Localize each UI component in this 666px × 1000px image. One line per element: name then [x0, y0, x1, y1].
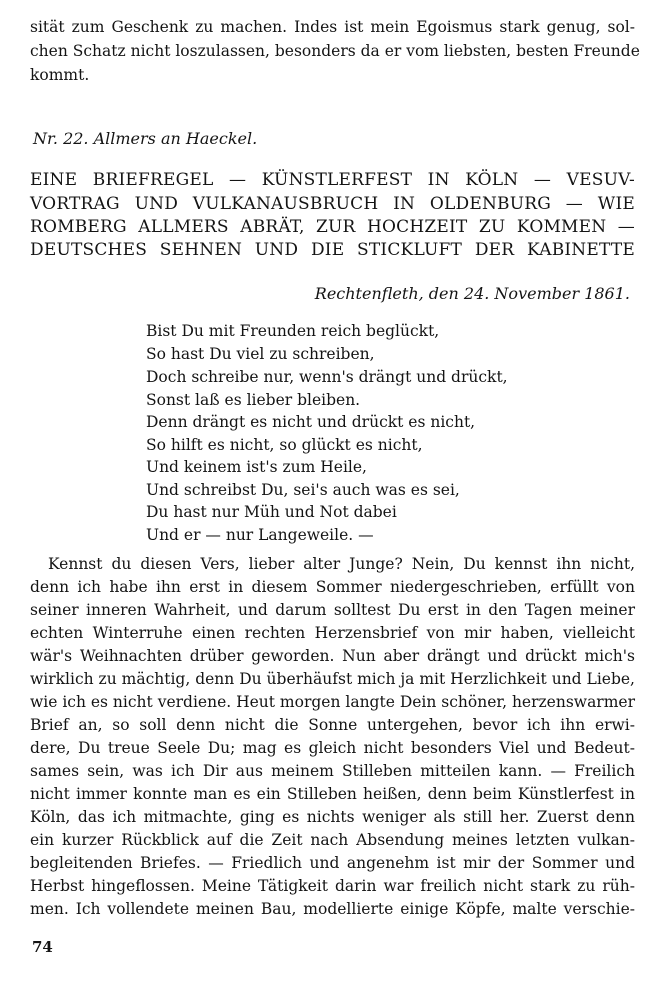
body-line-3: seiner inneren Wahrheit, und darum solltest Du erst in den Tagen meiner: [30, 601, 635, 619]
verse-line-4: Sonst laß es lieber bleiben.: [146, 391, 361, 409]
verse-line-9: Du hast nur Müh und Not dabei: [146, 503, 397, 521]
body-line-15: Herbst hingeflossen. Meine Tätigkeit darin war freilich nicht stark zu rüh-: [30, 877, 635, 895]
verse-line-8: Und schreibst Du, sei's auch was es sei,: [146, 481, 460, 499]
verse-line-3: Doch schreibe nur, wenn's drängt und drückt,: [146, 368, 508, 386]
body-line-6: wirklich zu mächtig, denn Du überhäufst mich ja mit Herzlichkeit und Liebe,: [30, 670, 635, 688]
letter-title: Nr. 22. Allmers an Haeckel.: [33, 129, 258, 148]
body-line-5: wär's Weihnachten drüber geworden. Nun aber drängt und drückt mich's: [30, 647, 635, 665]
intro-line-3: kommt.: [30, 66, 90, 84]
body-line-8: Brief an, so soll denn nicht die Sonne untergehen, bevor ich ihn erwi-: [30, 716, 635, 734]
body-line-16: men. Ich vollendete meinen Bau, modellierte einige Köpfe, malte verschie-: [30, 900, 635, 918]
body-line-10: sames sein, was ich Dir aus meinem Stilleben mitteilen kann. — Freilich: [30, 762, 635, 780]
body-line-13: ein kurzer Rückblick auf die Zeit nach Absendung meines letzten vulkan-: [30, 831, 635, 849]
intro-line-2: chen Schatz nicht loszulassen, besonders da er vom liebsten, besten Freunde: [30, 42, 640, 60]
body-line-11: nicht immer konnte man es ein Stilleben heißen, denn beim Künstlerfest in: [30, 785, 635, 803]
page-number: 74: [32, 938, 53, 956]
verse-line-6: So hilft es nicht, so glückt es nicht,: [146, 436, 423, 454]
verse-line-5: Denn drängt es nicht und drückt es nicht,: [146, 413, 476, 431]
verse-line-1: Bist Du mit Freunden reich beglückt,: [146, 322, 440, 340]
body-line-9: dere, Du treue Seele Du; mag es gleich nicht besonders Viel und Bedeut-: [30, 739, 635, 757]
verse-line-2: So hast Du viel zu schreiben,: [146, 345, 375, 363]
body-line-1: Kennst du diesen Vers, lieber alter Junge? Nein, Du kennst ihn nicht,: [48, 555, 635, 573]
dateline: Rechtenfleth, den 24. November 1861.: [314, 284, 630, 303]
summary-line-3: ROMBERG ALLMERS ABRÄT, ZUR HOCHZEIT ZU KOMMEN —: [30, 217, 635, 237]
body-line-12: Köln, das ich mitmachte, ging es nichts weniger als still her. Zuerst denn: [30, 808, 635, 826]
verse-line-10: Und er — nur Langeweile. —: [146, 526, 374, 544]
summary-line-4: DEUTSCHES SEHNEN UND DIE STICKLUFT DER KABINETTE: [30, 240, 635, 260]
body-line-4: echten Winterruhe einen rechten Herzensbrief von mir haben, vielleicht: [30, 624, 635, 642]
body-line-7: wie ich es nicht verdiene. Heut morgen langte Dein schöner, herzenswarmer: [30, 693, 635, 711]
summary-line-2: VORTRAG UND VULKANAUSBRUCH IN OLDENBURG — WIE: [30, 194, 635, 214]
body-line-2: denn ich habe ihn erst in diesem Sommer niedergeschrieben, erfüllt von: [30, 578, 635, 596]
verse-line-7: Und keinem ist's zum Heile,: [146, 458, 367, 476]
summary-line-1: EINE BRIEFREGEL — KÜNSTLERFEST IN KÖLN — VESUV-: [30, 170, 635, 190]
body-line-14: begleitenden Briefes. — Friedlich und angenehm ist mir der Sommer und: [30, 854, 635, 872]
intro-line-1: sität zum Geschenk zu machen. Indes ist mein Egoismus stark genug, sol-: [30, 18, 635, 36]
